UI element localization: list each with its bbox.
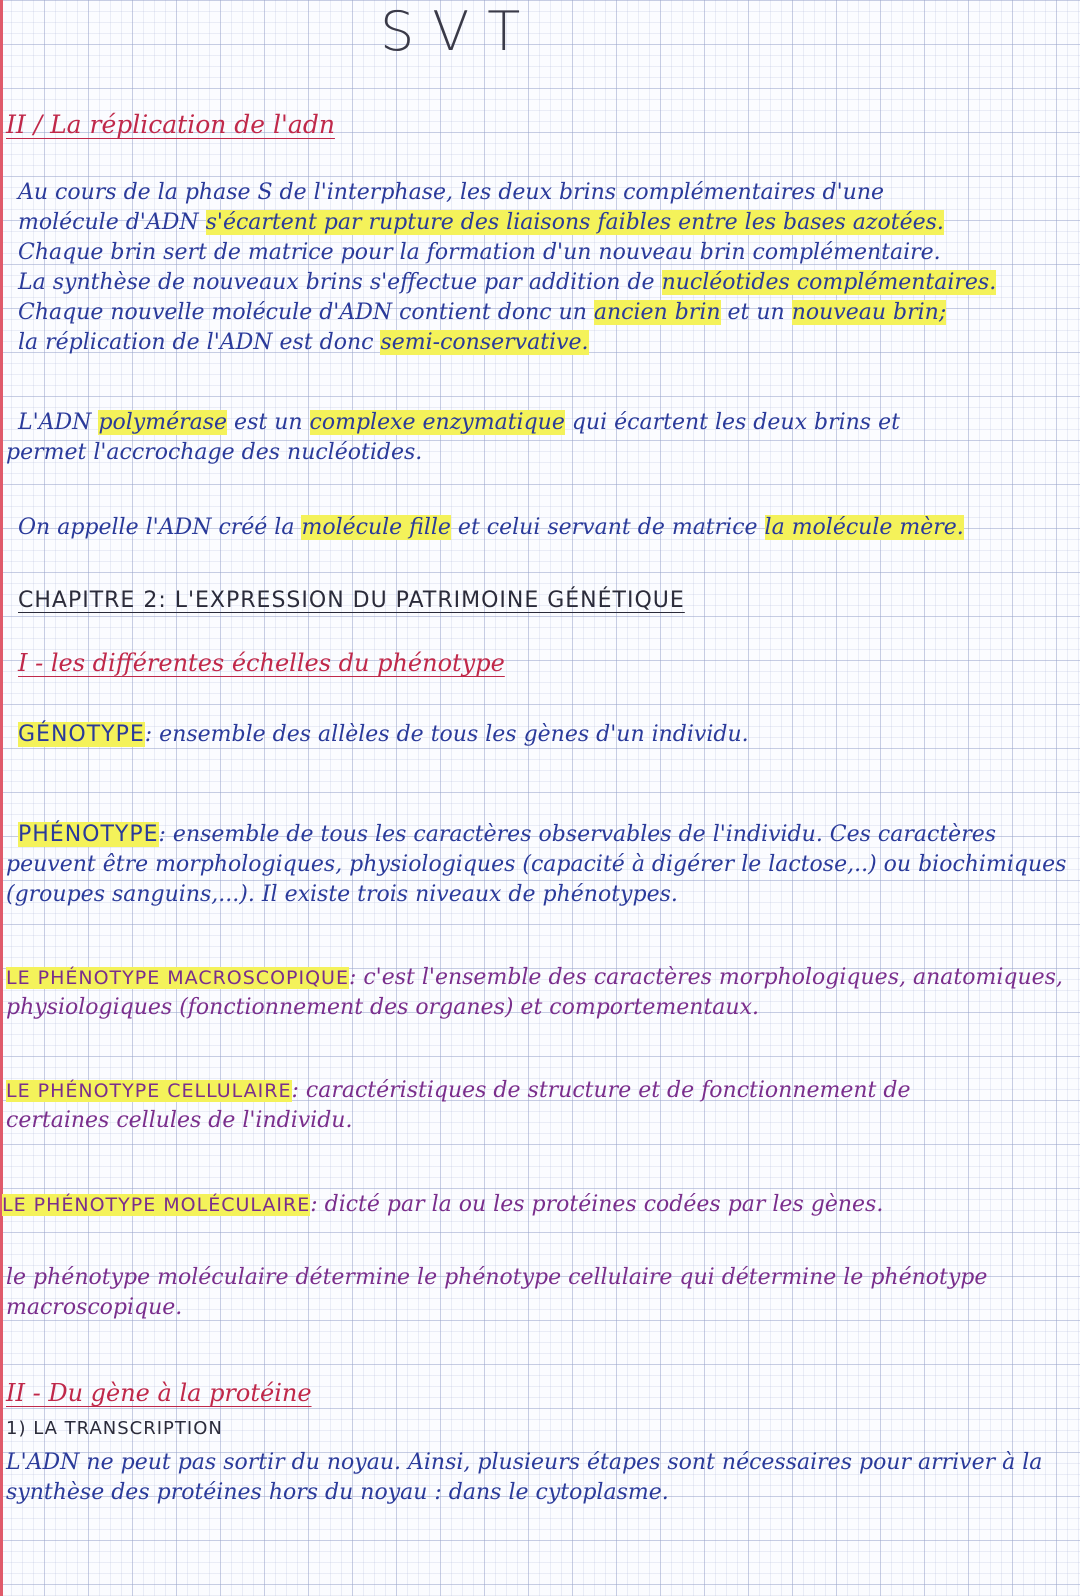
paragraph-line: physiologiques (fonctionnement des organes) et comportementaux. (6, 995, 759, 1020)
highlight: complexe enzymatique (309, 410, 565, 435)
paragraph-line: peuvent être morphologiques, physiologiques (capacité à digérer le lactose,..) ou biochimiques (6, 852, 1067, 877)
page-title: SVT (380, 0, 539, 63)
highlight: nucléotides complémentaires. (661, 270, 997, 295)
highlight: polymérase (98, 410, 228, 435)
paragraph-line: Au cours de la phase S de l'interphase, les deux brins complémentaires d'une (18, 180, 885, 205)
paragraph-line: certaines cellules de l'individu. (6, 1108, 353, 1133)
term-molecular: LE PHÉNOTYPE MOLÉCULAIRE (2, 1194, 311, 1216)
paragraph-line: (groupes sanguins,...). Il existe trois niveaux de phénotypes. (6, 882, 678, 907)
section-heading-replication: II / La réplication de l'adn (6, 110, 335, 139)
paragraph-line: Chaque nouvelle molécule d'ADN contient donc un ancien brin et un nouveau brin; (18, 300, 947, 325)
term-genotype: GÉNOTYPE (18, 722, 145, 747)
paragraph-line: L'ADN ne peut pas sortir du noyau. Ainsi, plusieurs étapes sont nécessaires pour arriver à la (6, 1450, 1043, 1475)
section-heading-gene-protein: II - Du gène à la protéine (6, 1379, 312, 1407)
page-margin-line (0, 0, 3, 1596)
paragraph-line: synthèse des protéines hors du noyau : dans le cytoplasme. (6, 1480, 669, 1505)
paragraph-line: Chaque brin sert de matrice pour la formation d'un nouveau brin complémentaire. (18, 240, 941, 265)
term-macroscopic: LE PHÉNOTYPE MACROSCOPIQUE (6, 967, 349, 989)
paragraph-line: La synthèse de nouveaux brins s'effectue par addition de nucléotides complémentaires. (18, 270, 997, 295)
paragraph-line: macroscopique. (6, 1295, 183, 1320)
chapter-heading: CHAPITRE 2: L'EXPRESSION DU PATRIMOINE GÉNÉTIQUE (18, 588, 685, 613)
definition-macroscopic: LE PHÉNOTYPE MACROSCOPIQUE: c'est l'ensemble des caractères morphologiques, anatomiques, (6, 965, 1063, 990)
definition-cellular: LE PHÉNOTYPE CELLULAIRE: caractéristiques de structure et de fonctionnement de (6, 1078, 911, 1103)
definition-phenotype: PHÉNOTYPE: ensemble de tous les caractères observables de l'individu. Ces caractères (18, 822, 997, 847)
paragraph-line: molécule d'ADN s'écartent par rupture des liaisons faibles entre les bases azotées. (18, 210, 944, 235)
term-phenotype: PHÉNOTYPE (18, 822, 159, 847)
highlight: la molécule mère. (764, 515, 964, 540)
highlight: nouveau brin; (791, 300, 947, 325)
definition-genotype: GÉNOTYPE: ensemble des allèles de tous les gènes d'un individu. (18, 722, 749, 747)
term-cellular: LE PHÉNOTYPE CELLULAIRE (6, 1080, 292, 1102)
highlight: semi-conservative. (380, 330, 589, 355)
paragraph-line: On appelle l'ADN créé la molécule fille et celui servant de matrice la molécule mère. (18, 515, 964, 540)
paragraph-line: la réplication de l'ADN est donc semi-conservative. (18, 330, 589, 355)
subheading-transcription: 1) LA TRANSCRIPTION (6, 1418, 223, 1439)
highlight: s'écartent par rupture des liaisons faibles entre les bases azotées. (205, 210, 944, 235)
paragraph-line: le phénotype moléculaire détermine le phénotype cellulaire qui détermine le phénotype (6, 1265, 988, 1290)
highlight: ancien brin (593, 300, 721, 325)
definition-molecular: LE PHÉNOTYPE MOLÉCULAIRE: dicté par la ou les protéines codées par les gènes. (2, 1192, 884, 1217)
paragraph-line: permet l'accrochage des nucléotides. (6, 440, 423, 465)
paragraph-line: L'ADN polymérase est un complexe enzymatique qui écartent les deux brins et (18, 410, 900, 435)
highlight: molécule fille (301, 515, 451, 540)
section-heading-phenotype: I - les différentes échelles du phénotype (18, 649, 505, 677)
